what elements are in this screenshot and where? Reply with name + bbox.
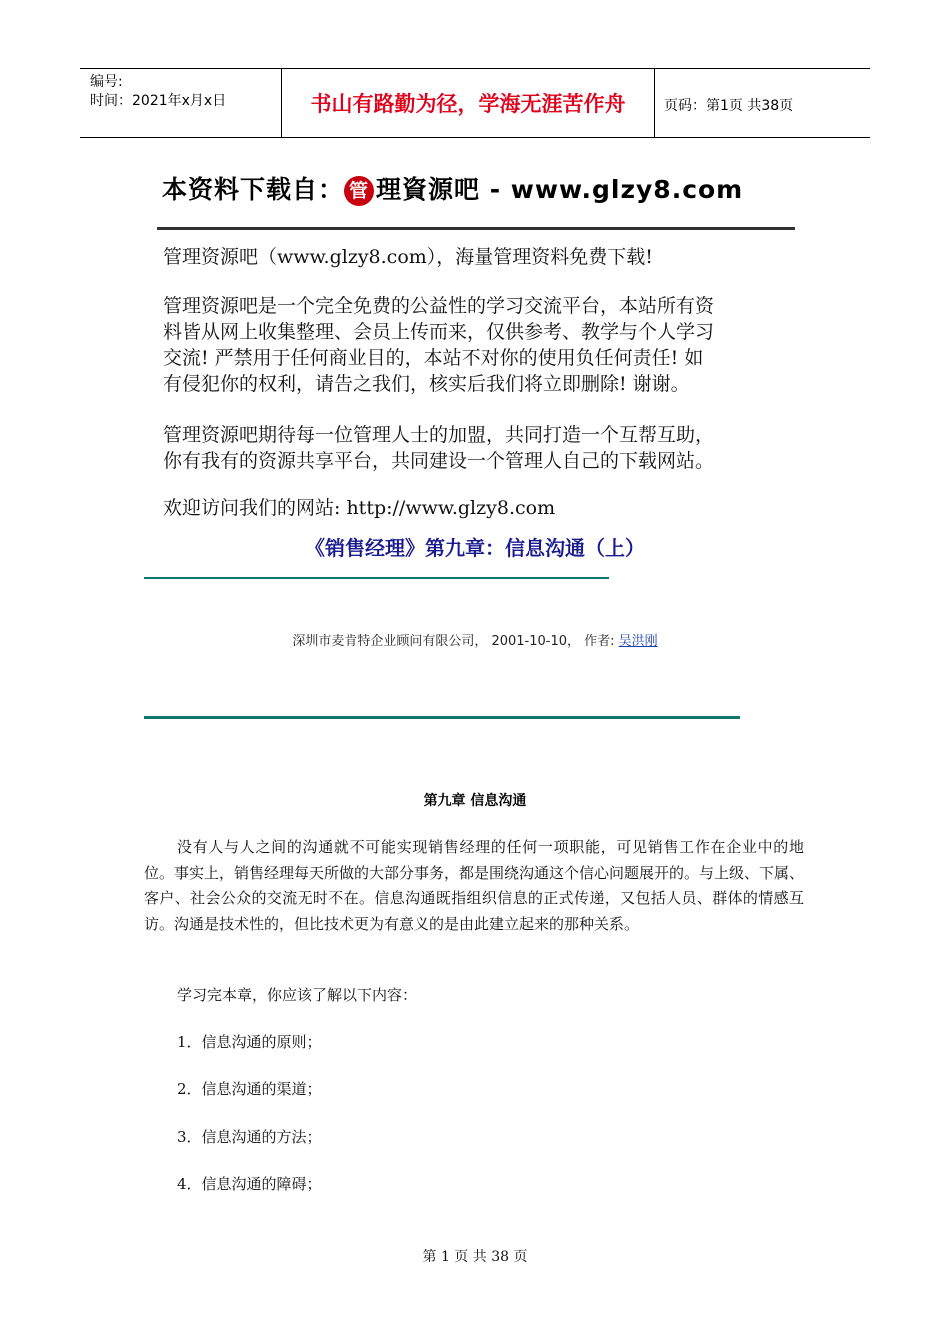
author-link[interactable]: 吴洪刚 (618, 634, 658, 649)
meta-source: 深圳市麦肯特企业顾问有限公司， 2001-10-10， 作者: (292, 634, 619, 649)
banner-line-6: 管理资源吧期待每一位管理人士的加盟，共同打造一个互帮互助， (163, 424, 715, 446)
logo-icon: 管 (344, 176, 374, 206)
page-footer: 第 1 页 共 38 页 (422, 1249, 528, 1265)
chapter-title: 第九章 信息沟通 (423, 793, 527, 809)
banner-divider (157, 227, 795, 230)
meta-line (0, 630, 950, 649)
header-page-info: 页码：第1页 共38页 (664, 98, 794, 114)
intro-paragraph: 没有人与人之间的沟通就不可能实现销售经理的任何一项职能，可见销售工作在企业中的地位。事实上，销售经理每天所做的大部分事务，都是围绕沟通这个信心问题展开的。与上级、下属、客户、社会公众的交流无时不在。信息沟通既指组织信息的正式传递，又包括人员、群体的情感互访。沟通是技术性的，但比技术更为有意义的是由此建立起来的那种关系。 (144, 838, 805, 933)
meta-rule (144, 716, 740, 719)
header-meta (90, 73, 226, 111)
list-item: 1．信息沟通的原则； (177, 1033, 322, 1051)
banner-title (162, 170, 743, 206)
banner-line-1: 管理资源吧（www.glzy8.com），海量管理资料免费下载! (163, 246, 653, 268)
banner-line-3: 料皆从网上收集整理、会员上传而来，仅供参考、教学与个人学习 (163, 321, 715, 343)
banner-line-7: 你有我有的资源共享平台，共同建设一个管理人自己的下载网站。 (163, 450, 715, 472)
time-label: 时间：2021年x月x日 (90, 93, 227, 109)
document-title: 《销售经理》第九章：信息沟通（上） (305, 536, 645, 560)
banner-title-suffix: 理資源吧 - www.glzy8.com (376, 175, 744, 204)
learn-intro: 学习完本章，你应该了解以下内容： (177, 986, 418, 1004)
banner-line-8: 欢迎访问我们的网站: http://www.glzy8.com (163, 497, 556, 519)
banner-line-4: 交流! 严禁用于任何商业目的，本站不对你的使用负任何责任! 如 (163, 347, 704, 369)
banner-line-2: 管理资源吧是一个完全免费的公益性的学习交流平台，本站所有资 (163, 295, 715, 317)
header-table (80, 68, 870, 138)
banner-line-5: 有侵犯你的权利，请告之我们，核实后我们将立即删除! 谢谢。 (163, 373, 690, 395)
title-rule (144, 577, 609, 579)
number-label: 编号: (90, 74, 123, 90)
header-divider-right (654, 69, 655, 137)
banner-title-prefix: 本资料下载自： (162, 175, 345, 204)
list-item: 4．信息沟通的障碍； (177, 1175, 322, 1193)
list-item: 3．信息沟通的方法； (177, 1128, 322, 1146)
list-item: 2．信息沟通的渠道； (177, 1080, 322, 1098)
header-motto: 书山有路勤为径，学海无涯苦作舟 (310, 92, 626, 116)
